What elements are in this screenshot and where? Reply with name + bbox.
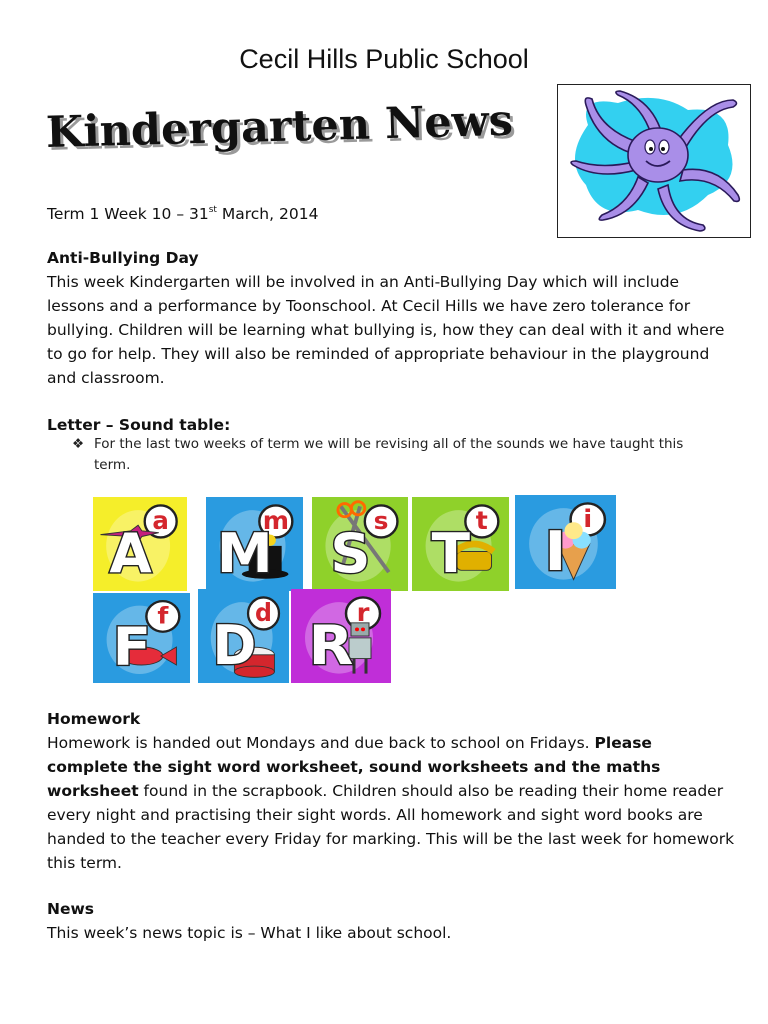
letter-card-d <box>198 589 289 683</box>
letter-card-s <box>312 497 408 591</box>
letter-card-m <box>206 497 303 591</box>
anti-bullying-section <box>47 246 737 390</box>
news-section <box>47 897 737 945</box>
homework-heading: Homework <box>47 710 141 728</box>
newsletter-title: Kindergarten News <box>45 95 514 158</box>
card-lower-letter: a <box>152 505 169 535</box>
card-lower-letter: s <box>373 506 389 535</box>
letter-sound-heading: Letter – Sound table: <box>47 416 231 434</box>
card-lower-letter: t <box>475 506 488 535</box>
letter-card-i <box>515 495 616 589</box>
card-upper-letter: S <box>330 521 371 586</box>
news-body: This week’s news topic is – What I like about school. <box>47 924 452 942</box>
letter-card-a <box>93 497 187 591</box>
card-upper-letter: I <box>544 520 567 584</box>
homework-section <box>47 707 737 875</box>
news-heading: News <box>47 900 95 918</box>
card-lower-letter: m <box>262 506 289 535</box>
card-lower-letter: r <box>356 598 370 627</box>
card-upper-letter: R <box>308 614 354 678</box>
card-upper-letter: M <box>216 522 273 586</box>
card-upper-letter: F <box>112 616 152 678</box>
school-name: Cecil Hills Public School <box>239 44 529 74</box>
letter-sound-bullet: ❖ For the last two weeks of term we will be revising all of the sounds we have taught this term. <box>72 436 684 473</box>
homework-body: Homework is handed out Mondays and due back to school on Fridays. Please complete the sight word worksheet, sound worksheets and the maths worksheet found in the scrapbook. Children should also be reading their home reader every night and practising their sight words. All homework and sight word books are handed to the teacher every Friday for marking. This will be the last week for homework this term. <box>47 734 735 872</box>
card-lower-letter: i <box>583 503 593 533</box>
octopus-illustration <box>557 84 751 238</box>
card-upper-letter: T <box>431 522 470 586</box>
letter-card-r <box>291 589 391 683</box>
letter-card-t <box>412 497 509 591</box>
diamond-bullet-icon: ❖ <box>72 436 85 452</box>
card-lower-letter: d <box>255 598 272 628</box>
card-upper-letter: D <box>212 613 257 678</box>
letter-card-f <box>93 593 190 683</box>
anti-bullying-heading: Anti-Bullying Day <box>47 249 199 267</box>
date-line: Term 1 Week 10 – 31st March, 2014 <box>47 205 319 223</box>
card-upper-letter: A <box>109 521 152 586</box>
card-lower-letter: f <box>157 601 169 630</box>
anti-bullying-body: This week Kindergarten will be involved in an Anti-Bullying Day which will include lessons and a performance by Toonschool. At Cecil Hills we have zero tolerance for bullying. Children will be learning what bullying is, how they can deal with it and where to go for help. They will also be reminded of appropriate behaviour in the playground and classroom. <box>47 273 725 387</box>
